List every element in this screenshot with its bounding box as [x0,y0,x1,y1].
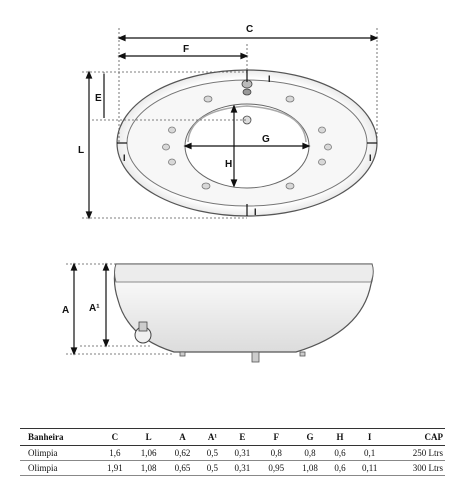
table-cell: 0,31 [225,446,259,461]
table-cell: 0,31 [225,461,259,476]
label-i-top: I [268,74,271,84]
table-cell: 1,08 [132,461,166,476]
column-header: A [166,429,200,446]
label-g: G [262,134,270,145]
dimensions-table [20,428,445,476]
column-header: E [225,429,259,446]
table-cell: 0,65 [166,461,200,476]
label-i-bottom: I [254,207,257,217]
column-header: G [293,429,327,446]
jet-icon [204,96,212,102]
table-cell: 1,91 [98,461,132,476]
label-c: C [246,24,254,35]
column-header: Banheira [20,429,98,446]
column-header: H [327,429,353,446]
label-a: A [62,305,70,316]
column-header: I [353,429,386,446]
jet-icon [202,183,210,189]
tub-side-rim [115,264,374,282]
jet-icon [286,96,294,102]
column-header: CAP [386,429,445,446]
side-view [114,264,373,362]
table-cell: 0,6 [327,461,353,476]
jet-icon [286,183,294,189]
table-cell: 0,62 [166,446,200,461]
label-i-right: I [369,153,372,163]
label-l: L [78,145,85,156]
column-header: L [132,429,166,446]
jet-icon [169,159,176,165]
label-e: E [95,93,102,104]
label-f: F [183,44,190,55]
feet-icon [180,352,305,362]
column-header: A¹ [199,429,225,446]
table-cell: 1,06 [132,446,166,461]
label-h: H [225,159,233,170]
table-row [20,446,445,461]
table-cell: 0,11 [353,461,386,476]
table-cell: 300 Ltrs [386,461,445,476]
table-cell: 0,8 [259,446,293,461]
table-cell: 250 Ltrs [386,446,445,461]
table-cell: 0,6 [327,446,353,461]
table-cell: Olimpia [20,461,98,476]
table-cell: Olimpia [20,446,98,461]
table-cell: 0,8 [293,446,327,461]
table-row [20,461,445,476]
jet-icon [169,127,176,133]
column-header: C [98,429,132,446]
table-cell: 1,08 [293,461,327,476]
table-cell: 0,95 [259,461,293,476]
top-view [117,70,377,216]
label-a1: A¹ [89,303,100,314]
jet-icon [325,144,332,150]
column-header: F [259,429,293,446]
table-cell: 1,6 [98,446,132,461]
jet-icon [163,144,170,150]
jet-icon [319,159,326,165]
table-cell: 0,5 [199,446,225,461]
table-header-row [20,429,445,446]
label-i-left: I [123,153,126,163]
table-cell: 0,5 [199,461,225,476]
table-cell: 0,1 [353,446,386,461]
jet-icon [319,127,326,133]
